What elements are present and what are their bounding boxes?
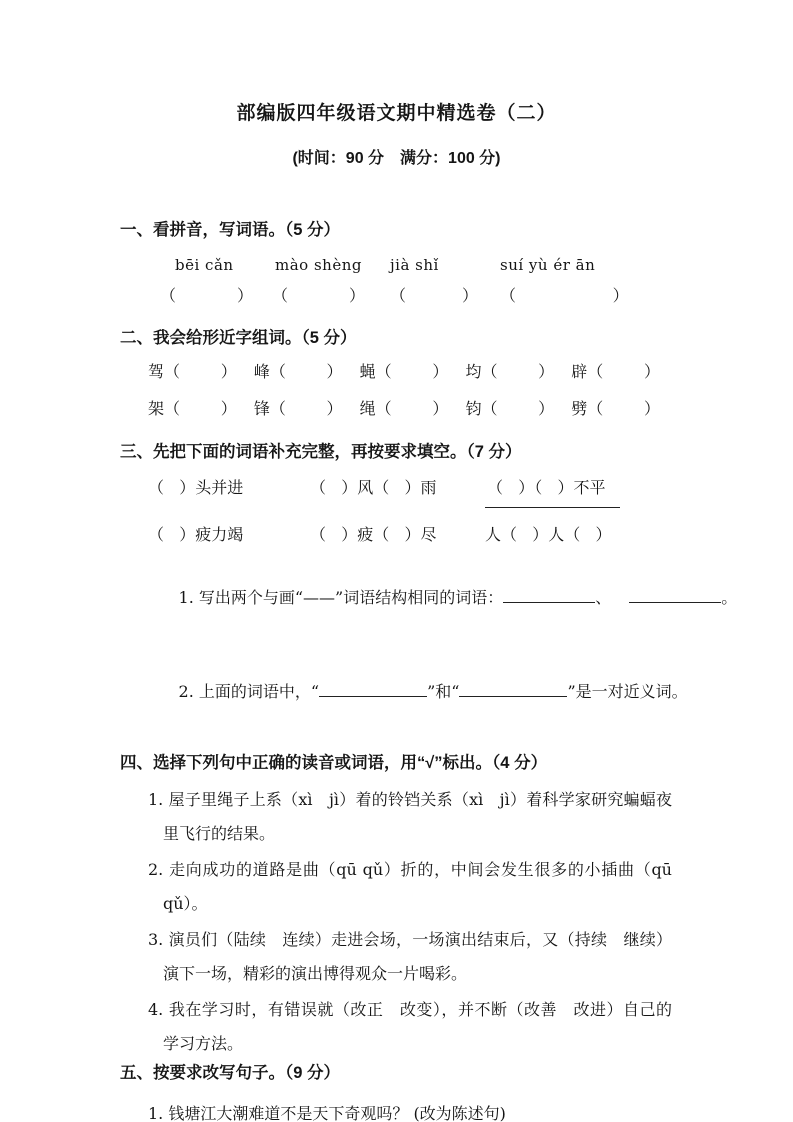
word-pair-cell: 峰（ ） [253, 362, 343, 381]
section-4-heading: 四、选择下列句中正确的读音或词语，用“√”标出。（4 分） [120, 754, 548, 772]
fill-blank [319, 682, 427, 697]
answer-blank-row [160, 284, 672, 308]
word-pair-cell: 架（ ） [148, 399, 237, 418]
pinyin-word-1: bēi cǎn [175, 256, 234, 274]
pinyin-word-3: jià shǐ [390, 256, 439, 274]
phrase-cell: （ ）头并进 [148, 478, 244, 497]
word-pair-cell: 辟（ ） [571, 362, 660, 381]
fill-blank [459, 682, 567, 697]
word-pair-cell: 均（ ） [465, 362, 555, 381]
section-3-question-2 [148, 653, 688, 731]
answer-blank-4: （ ） [500, 286, 629, 305]
pinyin-word-4: suí yù ér ān [500, 256, 596, 274]
phrase-cell: （ ）风（ ）雨 [310, 478, 437, 497]
pinyin-word-2: mào shèng [275, 256, 362, 274]
question-item-2: 2. 走向成功的道路是曲（qū qǔ）折的，中间会发生很多的小插曲（qū qǔ）。 [148, 860, 672, 913]
phrase-cell: （ ）疲（ ）尽 [310, 525, 437, 544]
question-item-1: 1. 钱塘江大潮难道不是天下奇观吗？ (改为陈述句) [148, 1104, 506, 1122]
word-pair-cell: 蝇（ ） [359, 362, 449, 381]
answer-blank-2: （ ） [272, 286, 366, 305]
section-2-row-1 [148, 359, 660, 385]
page-title: 部编版四年级语文期中精选卷（二） [236, 103, 557, 124]
question-text: ”和“ [427, 682, 460, 701]
section-3-question-1 [148, 559, 738, 637]
word-pair-cell: 锋（ ） [253, 399, 343, 418]
question-text: 1. 写出两个与画“——”词语结构相同的词语： [178, 588, 504, 607]
question-text: ”是一对近义词。 [567, 682, 688, 701]
word-pair-cell: 钧（ ） [465, 399, 555, 418]
question-item-1: 1. 屋子里绳子上系（xì jì）着的铃铛关系（xì jì）着科学家研究蝙蝠夜里飞行的结果。 [148, 790, 672, 843]
word-pair-cell: 绳（ ） [359, 399, 449, 418]
answer-blank-1: （ ） [160, 286, 254, 305]
question-text: 、 [595, 588, 612, 607]
phrase-cell: 人（ ）人（ ） [485, 525, 612, 544]
section-2-heading: 二、我会给形近字组词。（5 分） [120, 329, 357, 347]
fill-blank [503, 588, 595, 603]
section-5-heading: 五、按要求改写句子。（9 分） [120, 1064, 341, 1082]
fill-blank [629, 588, 721, 603]
page-content [120, 218, 738, 1122]
word-pair-cell: 驾（ ） [148, 362, 237, 381]
section-3-heading: 三、先把下面的词语补充完整，再按要求填空。（7 分） [120, 443, 522, 461]
phrase-cell-underlined: （ ）（ ）不平 [485, 474, 620, 508]
question-text: 2. 上面的词语中，“ [178, 682, 320, 701]
section-2-row-2 [148, 396, 660, 422]
pinyin-row [175, 254, 672, 276]
question-item-3: 3. 演员们（陆续 连续）走进会场，一场演出结束后，又（持续 继续）演下一场，精彩的演出博得观众一片喝彩。 [148, 930, 672, 983]
section-1-heading: 一、看拼音，写词语。（5 分） [120, 221, 341, 239]
word-pair-cell: 劈（ ） [571, 399, 660, 418]
question-text: 。 [721, 588, 738, 607]
section-3-row-2 [148, 522, 672, 548]
answer-blank-3: （ ） [390, 286, 478, 305]
question-item-4: 4. 我在学习时，有错误就（改正 改变），并不断（改善 改进）自己的学习方法。 [148, 1000, 672, 1053]
section-3-row-1 [148, 474, 672, 508]
page-subtitle: (时间：90 分 满分：100 分) [292, 150, 501, 167]
phrase-cell: （ ）疲力竭 [148, 525, 244, 544]
